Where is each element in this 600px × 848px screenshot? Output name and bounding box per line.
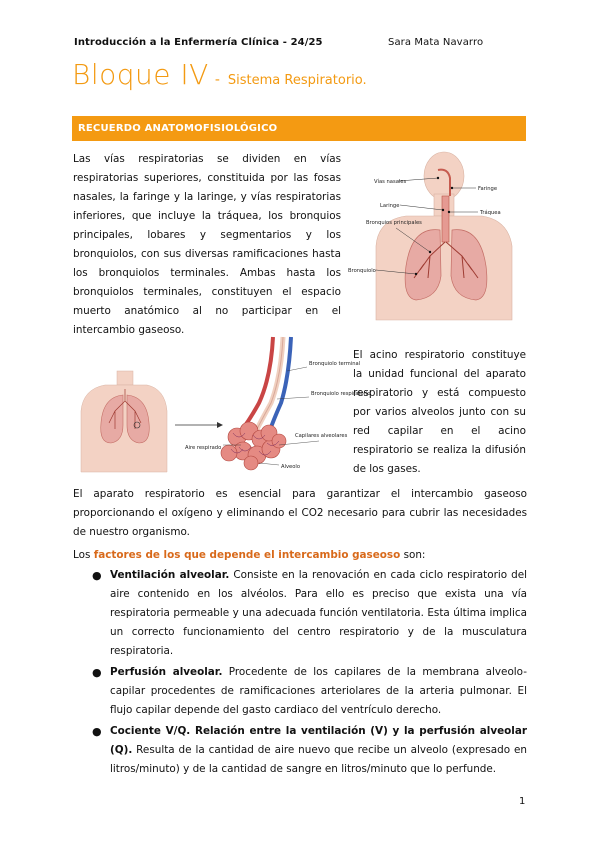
- page-title: [72, 58, 367, 91]
- factors-list: [90, 566, 527, 781]
- label-air: Aire respirado: [185, 445, 222, 451]
- factor-term: Cociente V/Q. Relación entre la ventilación (V) y la perfusión alveolar (Q).: [110, 725, 527, 756]
- paragraph-airways: Las vías respiratorias se dividen en vías respiratorias superiores, constituida por las fosas nasales, la faringe y la laringe, y vías respiratorias inferiores, que incluye la tráquea, los bronquios principales, lobares y segmentarios y los bronquiolos, con sus diversas ramificaciones hasta los bronquiolos terminales. Ambas hasta los bronquiolos terminales, constituyen el espacio muerto anatómico al no participar en el intercambio gaseoso.: [73, 153, 341, 336]
- list-item: [90, 663, 527, 720]
- factors-suffix: son:: [400, 549, 426, 561]
- label-larynx: Laringe: [380, 203, 400, 209]
- paragraph-function: El aparato respiratorio es esencial para garantizar el intercambio gaseoso proporcionando el oxígeno y eliminando el CO2 necesario para cubrir las necesidades de nuestro organismo.: [73, 488, 527, 538]
- label-respiratory-bronchiole: Bronquiolo respiratorio: [311, 391, 371, 397]
- block-title: Bloque IV: [72, 58, 209, 91]
- factor-term: Ventilación alveolar.: [110, 569, 230, 581]
- label-bronchiole: Bronquiolo: [348, 268, 376, 274]
- label-nasal: Vías nasales: [374, 179, 407, 185]
- acinus-figure: [73, 337, 371, 472]
- label-pharynx: Faringe: [478, 186, 498, 192]
- factor-text: Consiste en la renovación en cada ciclo respiratorio del aire contenido en los alvéolos. Para ello es preciso que exista una vía respiratoria permeable y una adecuada función ventilatoria. Esta última implica un correcto funcionamiento del centro respiratorio y de la musculatura respiratoria.: [110, 569, 527, 657]
- list-item: [90, 566, 527, 661]
- label-terminal-bronchiole: Bronquiolo terminal: [309, 361, 361, 367]
- section-heading: RECUERDO ANATOMOFISIOLÓGICO: [72, 116, 526, 141]
- label-capillaries: Capilares alveolares: [295, 433, 348, 439]
- bullet-icon: ●: [92, 725, 102, 738]
- factor-text: Procedente de los capilares de la membrana alveolo-capilar procedentes de ramificaciones arteriolares de la arteria pulmonar. El flujo capilar depende del gasto cardiaco del ventrículo derecho.: [110, 666, 527, 716]
- author-header: Sara Mata Navarro: [388, 37, 484, 48]
- factors-intro: [73, 549, 425, 561]
- label-alveolus: Alveolo: [281, 464, 301, 470]
- title-dash: -: [214, 72, 220, 88]
- factors-highlight: factores de los que depende el intercambio gaseoso: [93, 549, 401, 561]
- bullet-icon: ●: [92, 569, 102, 582]
- respiratory-system-figure: [346, 148, 528, 320]
- list-item: [90, 722, 527, 779]
- label-bronchi: Bronquios principales: [366, 220, 422, 226]
- title-subtitle: Sistema Respiratorio.: [227, 73, 367, 88]
- factors-prefix: Los: [73, 549, 94, 561]
- page-number: 1: [519, 796, 526, 807]
- factor-term: Perfusión alveolar.: [110, 666, 223, 678]
- course-header: Introducción a la Enfermería Clínica - 24/25: [74, 37, 323, 48]
- bullet-icon: ●: [92, 666, 102, 679]
- label-trachea: Tráquea: [480, 210, 501, 216]
- paragraph-acinus: El acino respiratorio constituye la unidad funcional del aparato respiratorio y está compuesto por varios alveolos junto con su red capilar en el acino respiratorio se realiza la difusión de los gases.: [353, 349, 526, 475]
- factor-text: Resulta de la cantidad de aire nuevo que recibe un alveolo (expresado en litros/minuto) y de la cantidad de sangre en litros/minuto que lo perfunde.: [110, 744, 527, 775]
